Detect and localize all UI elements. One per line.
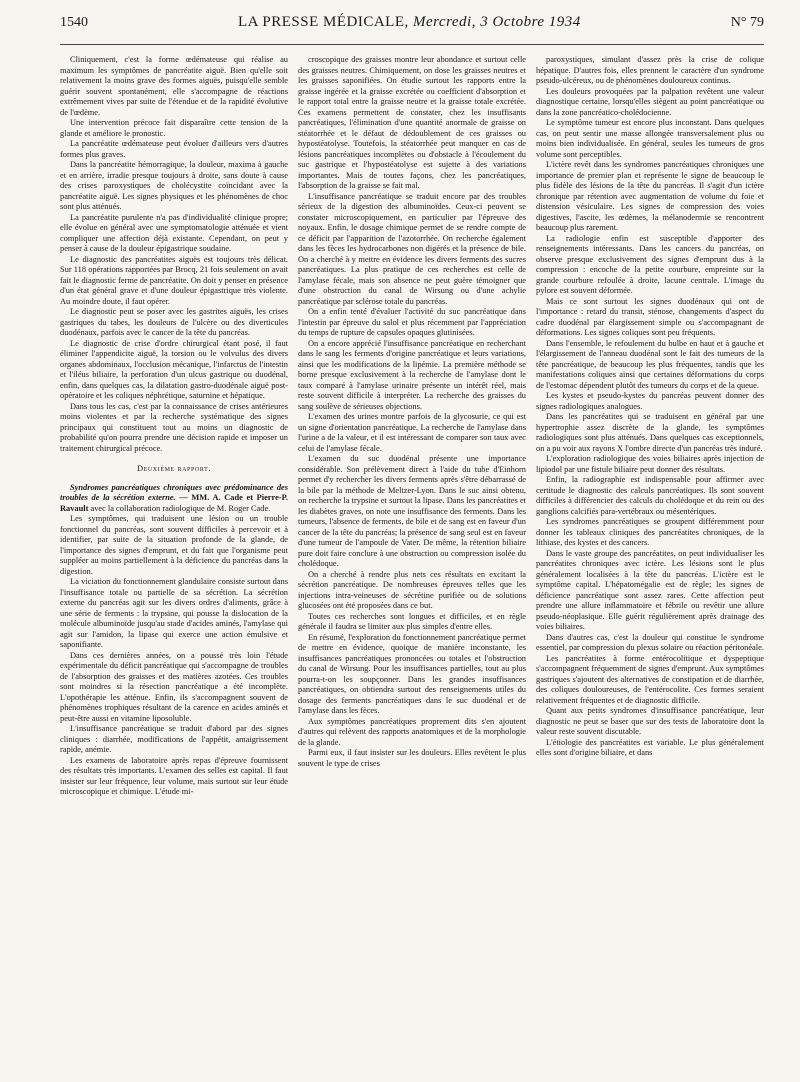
paragraph: Les symptômes, qui traduisent une lésion ou un trouble fonctionnel du pancréas, sont souvent difficiles à percevoir et à identifier, par suite de la situation profonde de la glande, de l'importance des signes d'emprunt, et du fait que l'organisme peut suppléer au moins partiellement à la déficience du pancréas dans la digestion. (60, 514, 288, 576)
paragraph: Le diagnostic peut se poser avec les gastrites aiguës, les crises gastriques du tabes, les douleurs de l'ulcère ou des diverticules duodénaux, parfois avec le cancer de la tête du pancréas. (60, 307, 288, 337)
topic-title: Syndromes pancréatiques chroniques avec prédominance des troubles de la sécrétion externe. (60, 482, 288, 502)
paragraph: Le diagnostic des pancréatites aiguës est toujours très délicat. Sur 118 opérations rapportées par Brocq, 21 fois seulement on avait fait le diagnostic ferme de pancréatite. On doit y penser en présence d'un état général grave et d'une douleur épigastrique très violente. Au moindre doute, il faut opérer. (60, 254, 288, 306)
report-authors: — MM. A. Cade et Pierre-P. Ravault (60, 493, 288, 513)
paragraph: La pancréatite purulente n'a pas d'individualité clinique propre; elle évolue en général avec une symptomatologie atténuée et vient compliquer une affection déjà existante. Cependant, on peut y penser à cause de la douleur épigastrique soudaine. (60, 212, 288, 253)
section-heading: Deuxième rapport. (136, 464, 212, 473)
paragraph: Quant aux petits syndromes d'insuffisance pancréatique, leur diagnostic ne peut se baser que sur des tests de laboratoire dont la valeur reste souvent discutable. (536, 706, 764, 736)
paragraph: Dans tous les cas, c'est par la connaissance de crises antérieures moins violentes et par la recherche systématique des signes principaux qui constituent tout au moins un diagnostic de probabilité qu'on pourra prendre une décision rapide et imposer un traitement chirurgical précoce. (60, 401, 288, 453)
paragraph: Les syndromes pancréatiques se groupent différemment pour donner les tableaux cliniques des pancréatites chroniques, de la lithiase, des kystes et des cancers. (536, 517, 764, 547)
paragraph: Dans le vaste groupe des pancréatites, on peut individualiser les pancréatites chroniques avec ictère. Les lésions sont le plus généralement localisées à la tête du pancréas. L'ictère est le symptôme capital. L'hépatomégalie est de règle; les signes de déficience pancréatique sont assez rares. Cette affection peut prendre une allure inflammatoire et fébrile ou revêtir une allure pseudo-néoplasique. Elle guérit régulièrement après drainage des voies biliaires. (536, 548, 764, 631)
paragraph: L'insuffisance pancréatique se traduit d'abord par des signes cliniques : diarrhée, modifications de l'appétit, amaigrissement rapide, anémie. (60, 724, 288, 754)
paragraph: Les kystes et pseudo-kystes du pancréas peuvent donner des signes radiologiques analogues. (536, 391, 764, 411)
column-middle (298, 55, 526, 1075)
paragraph: L'ictère revêt dans les syndromes pancréatiques chroniques une importance de premier plan et représente le signe de beaucoup le plus fidèle des lésions de la tête du pancréas. Il s'agit d'un ictère chronique par rétention avec augmentation de volume du foie et distension vésiculaire. Les signes de compression des voies digestives, l'ascite, les œdèmes, la mélanodermie se rencontrent beaucoup plus rarement. (536, 160, 764, 232)
paragraph: On a enfin tenté d'évaluer l'activité du suc pancréatique dans l'intestin par épreuve du salol et plus récemment par l'appréciation du temps de rupture de capsules opaques glutinisées. (298, 307, 526, 337)
paragraph: La pancréatite œdémateuse peut évoluer d'ailleurs vers d'autres formes plus graves. (60, 139, 288, 159)
paragraph: La radiologie enfin est susceptible d'apporter des renseignements intéressants. Dans les cancers du pancréas, on observe presque exclusivement des signes d'emprunt dus à la compression : encoche de la petite courbure, empreinte sur la grande courbure refoulée à droite, lacune centrale. L'image du pylore est souvent déformée. (536, 233, 764, 295)
paragraph: Mais ce sont surtout les signes duodénaux qui ont de l'importance : retard du transit, sténose, changements d'aspect du cadre duodénal par élargissement simple ou s'accompagnant de déformations. Les signes coliques sont peu fréquents. (536, 296, 764, 337)
paragraph: On a encore apprécié l'insuffisance pancréatique en recherchant dans le sang les ferments d'origine pancréatique et leurs variations, ainsi que les modifications de la lipémie. La première méthode se borne presque exclusivement à la recherche de l'amylase dont le taux comparé à l'amylase urinaire présente un intérêt réel, mais reste souvent difficile à interpréter. La recherche des graisses du sang soulève de sérieuses objections. (298, 338, 526, 411)
paragraph: L'insuffisance pancréatique se traduit encore par des troubles sérieux de la digestion des albuminoïdes. Ceux-ci peuvent se constater microscopiquement, en particulier par l'épreuve des noyaux. Enfin, le dosage chimique permet de se rendre compte de ce déficit par l'apparition de l'azotorrhée. On recherche également dans les fèces les hydrocarbones non digérés et la présence de bile. On a cherché à y mettre en évidence les divers ferments des sucres pancréatiques. La plus pratique de ces recherches est celle de l'amylase fécale, mais son absence ne peut guère témoigner que d'une obstruction du canal de Wirsung ou d'une achylie pancréatique par sclérose totale du pancréas. (298, 191, 526, 306)
column-right (536, 55, 764, 1075)
issue-number: N° 79 (730, 15, 764, 30)
paragraph: Dans ces dernières années, on a poussé très loin l'étude expérimentale du déficit pancréatique qui s'accompagne de troubles de l'absorption des graisses et des matières azotées. Ces troubles sont moindres si la résection pancréatique a été incomplète. L'opothérapie les atténue. Enfin, ils s'accompagnent souvent de phénomènes trophiques résultant de la carence en acides aminés et peut-être aussi en vitamine liposoluble. (60, 650, 288, 723)
journal-title (238, 14, 581, 31)
page-number: 1540 (60, 15, 88, 30)
paragraph: L'examen du suc duodénal présente une importance considérable. Son prélèvement direct à l'aide du tube d'Einhorn permet d'y rechercher les divers ferments après s'être débarrassé de la bile par la méthode de Meltzer-Lyon. Dans le suc ainsi obtenu, on recherche la trypsine et surtout la lipase. Dans les pancréatites et les diabètes graves, on note une insuffisance des ferments. Dans les tumeurs, l'absence de ferments, de bile et de sang est en faveur d'un cancer de la tête du pancréas; la présence de sang seul est en faveur d'une tumeur de l'ampoule de Vater. De même, la rétention biliaire pure doit faire conclure à une obstruction ou compression isolée du cholédoque. (298, 454, 526, 568)
journal-name: LA PRESSE MÉDICALE, (237, 14, 409, 30)
paragraph: En résumé, l'exploration du fonctionnement pancréatique permet de mettre en évidence, quoique de manière inconstante, les insuffisances pancréatiques prononcées ou totales et l'obstruction du canal de Wirsung. Pour les insuffisances partielles, tout au plus pourra-t-on les soupçonner. Dans les grandes insuffisances pancréatiques, on obtiendra surtout des renseignements utiles du dosage des ferments pancréatiques dans le suc duodénal et de l'amylase dans les fèces. (298, 632, 526, 715)
paragraph: Une intervention précoce fait disparaître cette tension de la glande et améliore le pronostic. (60, 118, 288, 138)
paragraph: Dans les pancréatites qui se traduisent en général par une hypertrophie assez discrète de la glande, les symptômes radiologiques sont plus atténués. Dans quelques cas exceptionnels, on a pu voir aux rayons X l'ombre directe d'un pancréas très induré. (536, 412, 764, 453)
paragraph: Les examens de laboratoire après repas d'épreuve fournissent des résultats très importants. L'examen des selles est capital. Il faut insister sur leur fréquence, leur volume, mais surtout sur leur étude microscopique et chimique. L'étude mi- (60, 755, 288, 796)
paragraph: Les douleurs provoquées par la palpation revêtent une valeur diagnostique certaine, lorsqu'elles siègent au point pancréatique ou dans la zone pancréatico-cholédocienne. (536, 86, 764, 117)
paragraph: Enfin, la radiographie est indispensable pour affirmer avec certitude le diagnostic des calculs pancréatiques. Ils sont souvent difficiles à différencier des calculs du cholédoque et du rein ou des ganglions calcifiés para-vertébraux ou mésentériques. (536, 475, 764, 516)
paragraph: Dans la pancréatite hémorragique, la douleur, maxima à gauche et en arrière, irradie presque toujours à droite, sans doute à cause des crises paroxystiques de cholécystite coïncidant avec la pancréatite aiguë. Les signes physiques et les phénomènes de choc sont plus atténués. (60, 160, 288, 211)
report-topic (60, 483, 288, 515)
paragraph: croscopique des graisses montre leur abondance et surtout celle des graisses neutres. Chimiquement, on dose les graisses neutres et les graisses saponifiées. On étudie surtout les rapports entre la graisse ingérée et la graisse excrétée ou coefficient d'absorption et le rapport total entre la graisse neutre et la graisse totale excrétée. Ces examens permettent de constater, chez les insuffisants pancréatiques, l'élimination d'une quantité anormale de graisse on stéatorrhée et le défaut de dédoublement de ces graisses ou hypostéatolyse. Toutefois, la stéatorrhée peut manquer en cas de lésions pancréatiques incomplètes ou d'obstacle à l'écoulement du suc gastrique et l'hypostéatolyse est sujette à des variations importantes. Mais de toutes façons, chez les pancréatiques, l'absorption de la graisse se fait mal. (298, 55, 526, 190)
paragraph: Aux symptômes pancréatiques proprement dits s'en ajoutent d'autres qui relèvent des rapports anatomiques et de la morphologie de la glande. (298, 716, 526, 747)
paragraph: On a cherché à rendre plus nets ces résultats en excitant la sécrétion pancréatique. De nombreuses épreuves telles que les injections intra-veineuses de sécrétine purifiée ou de solutions glucosées ont été proposées dans ce but. (298, 569, 526, 610)
issue-date: Mercredi, 3 Octobre 1934 (413, 14, 581, 30)
collaboration-note: avec la collaboration radiologique de M. Roger Cade. (90, 503, 271, 513)
paragraph: Les pancréatites à forme entérocolitique et dyspeptique s'accompagnent fréquemment de signes d'emprunt. Aux symptômes gastriques s'ajoutent des alternatives de constipation et de diarrhée, des coliques douloureuses, de l'entérocolite. Ces formes seraient relativement fréquentes et de diagnostic difficile. (536, 653, 764, 705)
paragraph: Toutes ces recherches sont longues et difficiles, et en règle générale il faudra se limiter aux plus simples d'entre elles. (298, 611, 526, 631)
paragraph: paroxystiques, simulant d'assez près la crise de colique hépatique. D'autres fois, elles prennent le caractère d'un syndrome pseudo-ulcéreux, ou de phénomènes douloureux continus. (536, 55, 764, 85)
paragraph: L'examen des urines montre parfois de la glycosurie, ce qui est un signe d'orientation pancréatique. La recherche de l'amylase dans l'urine a de la valeur, et il est intéressant de comparer son taux avec celui de l'amylase fécale. (298, 412, 526, 453)
paragraph: Le diagnostic de crise d'ordre chirurgical étant posé, il faut éliminer l'appendicite aiguë, la torsion ou le volvulus des divers organes abdominaux, l'occlusion mécanique, l'infarctus de l'intestin et l'iléus biliaire, la perforation d'un ulcus gastrique ou duodénal, enfin, dans quelques cas, la dilatation gastro-duodénale aiguë post-opératoire et les coliques néphrétique, saturnine et hépatique. (60, 338, 288, 400)
paragraph: Dans d'autres cas, c'est la douleur qui constitue le syndrome essentiel, par compression du plexus solaire ou réaction péritonéale. (536, 632, 764, 652)
paragraph: Dans l'ensemble, le refoulement du bulbe en haut et à gauche et l'élargissement de l'anneau duodénal sont le fait des tumeurs de la tête pancréatique, de beaucoup les plus fréquentes, tandis que les manifestations coliques ainsi que certaines déformations du corps de l'estomac dépendent plutôt des tumeurs du corps et de la queue. (536, 338, 764, 390)
page-header (60, 14, 764, 45)
paragraph: L'exploration radiologique des voies biliaires après injection de lipiodol par une fistule biliaire peut donner des résultats. (536, 454, 764, 474)
paragraph: La viciation du fonctionnement glandulaire consiste surtout dans l'insuffisance totale ou partielle de sa sécrétion. La sécrétion externe du pancréas agit sur les divers ordres d'aliments, grâce à une série de ferments : la trypsine, qui pousse la dislocation de la molécule albuminoïde jusqu'au stade d'acides aminés, l'amylase qui agit sur l'amidon, la lipase qui exerce une action émulsive et saponifiante. (60, 577, 288, 649)
column-left (60, 55, 288, 1075)
paragraph: Parmi eux, il faut insister sur les douleurs. Elles revêtent le plus souvent le type de crises (298, 748, 526, 768)
text-columns (60, 55, 764, 1075)
paragraph: Cliniquement, c'est la forme œdémateuse qui réalise au maximum les symptômes de pancréatite aiguë. Bien qu'elle soit relativement la moins grave des formes aiguës, puisqu'elle semble guérir souvent spontanément, elle s'accompagne de réactions extrêmement vives par suite de l'étendue et de la rapidité évolutive de l'œdème. (60, 55, 288, 117)
paragraph: L'étiologie des pancréatites est variable. Le plus généralement elles sont d'origine biliaire, et dans (536, 737, 764, 757)
paragraph: Le symptôme tumeur est encore plus inconstant. Dans quelques cas, on peut sentir une masse allongée transversalement plus ou moins bien individualisée. En général, seules les tumeurs de gros volume sont perceptibles. (536, 118, 764, 159)
